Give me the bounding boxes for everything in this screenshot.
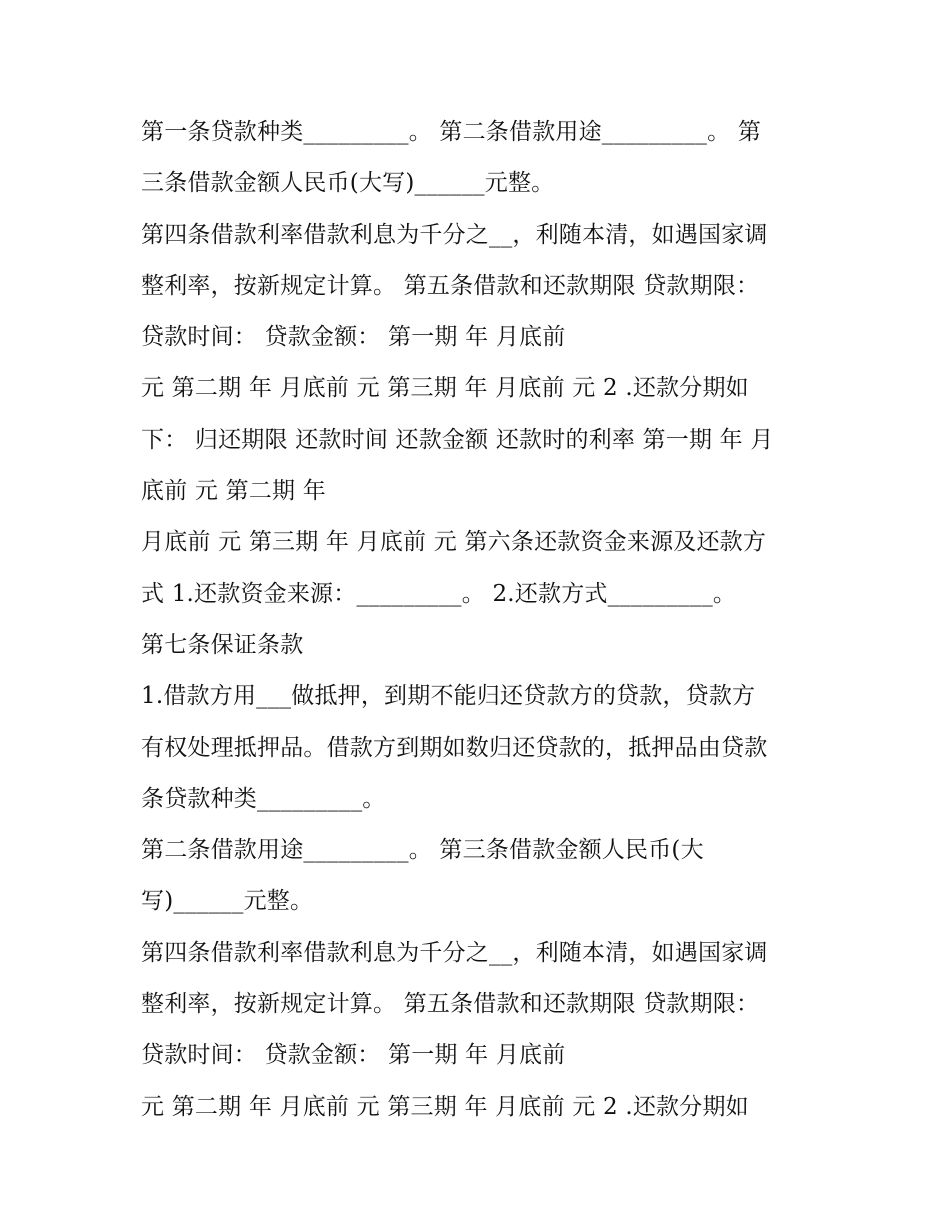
text-line-3: 第四条借款利率借款利息为千分之__，利随本清，如遇国家调	[141, 221, 768, 248]
text-line-16: 写)______元整。	[141, 888, 314, 915]
text-line-12: 1.借款方用___做抵押，到期不能归还贷款方的贷款，贷款方	[141, 683, 756, 710]
text-line-10: 式 1.还款资金来源：_________。 2.还款方式_________。	[141, 580, 737, 607]
text-line-6: 元 第二期 年 月底前 元 第三期 年 月底前 元 2 .还款分期如	[141, 375, 749, 402]
text-line-17: 第四条借款利率借款利息为千分之__，利随本清，如遇国家调	[141, 939, 768, 966]
text-line-15: 第二条借款用途_________。 第三条借款金额人民币(大	[141, 837, 704, 864]
text-line-13: 有权处理抵押品。借款方到期如数归还贷款的，抵押品由贷款	[141, 734, 768, 761]
text-line-19: 贷款时间： 贷款金额： 第一期 年 月底前	[141, 1042, 566, 1069]
text-line-20: 元 第二期 年 月底前 元 第三期 年 月底前 元 2 .还款分期如	[141, 1093, 749, 1120]
text-line-14: 条贷款种类_________。	[141, 785, 386, 812]
text-line-11: 第七条保证条款	[141, 631, 304, 658]
text-line-8: 底前 元 第二期 年	[141, 478, 326, 505]
text-line-18: 整利率，按新规定计算。 第五条借款和还款期限 贷款期限：	[141, 991, 760, 1018]
document-body	[141, 107, 821, 1133]
text-line-1: 第一条贷款种类_________。 第二条借款用途_________。 第	[141, 119, 762, 145]
text-line-2: 三条借款金额人民币(大写)______元整。	[141, 170, 555, 197]
text-line-4: 整利率，按新规定计算。 第五条借款和还款期限 贷款期限：	[141, 272, 760, 299]
text-line-9: 月底前 元 第三期 年 月底前 元 第六条还款资金来源及还款方	[141, 529, 767, 556]
text-line-5: 贷款时间： 贷款金额： 第一期 年 月底前	[141, 324, 566, 351]
text-line-7: 下： 归还期限 还款时间 还款金额 还款时的利率 第一期 年 月	[141, 426, 774, 453]
